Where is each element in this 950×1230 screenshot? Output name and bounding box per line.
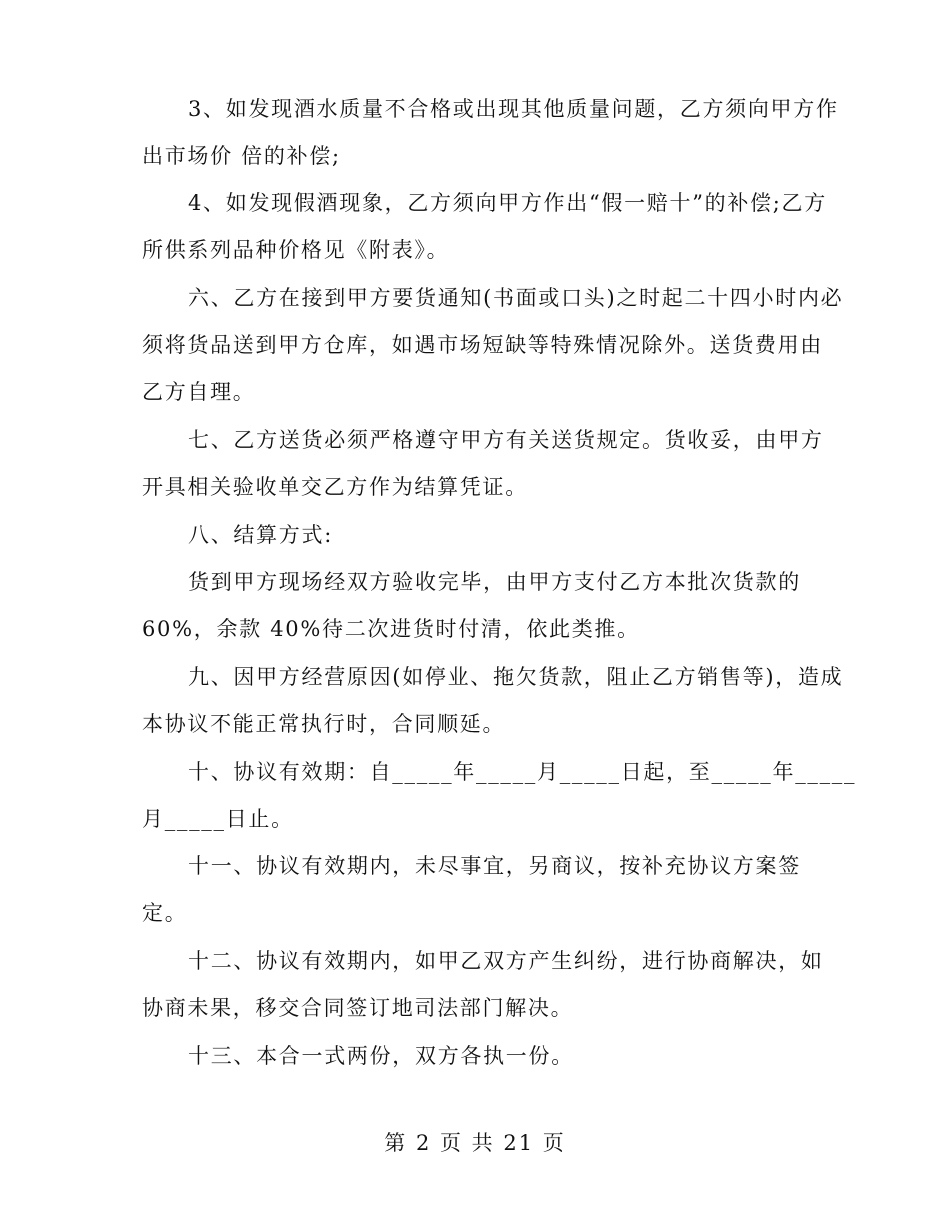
text-line: 4、如发现假酒现象，乙方须向甲方作出“假一赔十”的补偿;乙方 bbox=[188, 191, 827, 215]
text-line: 月_____日止。 bbox=[142, 807, 294, 831]
text-line: 九、因甲方经营原因(如停业、拖欠货款，阻止乙方销售等)，造成 bbox=[188, 665, 844, 689]
text-line: 所供系列品种价格见《附表》。 bbox=[142, 238, 450, 262]
text-line: 十、协议有效期：自_____年_____月_____日起，至_____年_____ bbox=[188, 760, 857, 784]
text-line: 3、如发现酒水质量不合格或出现其他质量问题，乙方须向甲方作 bbox=[188, 97, 839, 121]
text-line: 七、乙方送货必须严格遵守甲方有关送货规定。货收妥，由甲方 bbox=[188, 428, 824, 452]
page-number-footer: 第 2 页 共 21 页 bbox=[384, 1131, 566, 1155]
text-line: 60%，余款 40%待二次进货时付清，依此类推。 bbox=[142, 617, 640, 641]
text-line: 出市场价 倍的补偿; bbox=[142, 144, 341, 168]
text-line: 十三、本合一式两份，双方各执一份。 bbox=[188, 1044, 574, 1068]
text-line: 乙方自理。 bbox=[142, 380, 256, 404]
text-line: 定。 bbox=[142, 901, 188, 925]
text-line: 十一、协议有效期内，未尽事宜，另商议，按补充协议方案签 bbox=[188, 854, 801, 878]
text-line: 协商未果，移交合同签订地司法部门解决。 bbox=[142, 996, 574, 1020]
text-line: 十二、协议有效期内，如甲乙双方产生纠纷，进行协商解决，如 bbox=[188, 949, 824, 973]
text-line: 开具相关验收单交乙方作为结算凭证。 bbox=[142, 475, 528, 499]
text-line: 八、结算方式: bbox=[188, 523, 333, 547]
text-line: 货到甲方现场经双方验收完毕，由甲方支付乙方本批次货款的 bbox=[188, 570, 801, 594]
text-line: 六、乙方在接到甲方要货通知(书面或口头)之时起二十四小时内必 bbox=[188, 286, 844, 310]
text-line: 须将货品送到甲方仓库，如遇市场短缺等特殊情况除外。送货费用由 bbox=[142, 333, 823, 357]
text-line: 本协议不能正常执行时，合同顺延。 bbox=[142, 712, 506, 736]
